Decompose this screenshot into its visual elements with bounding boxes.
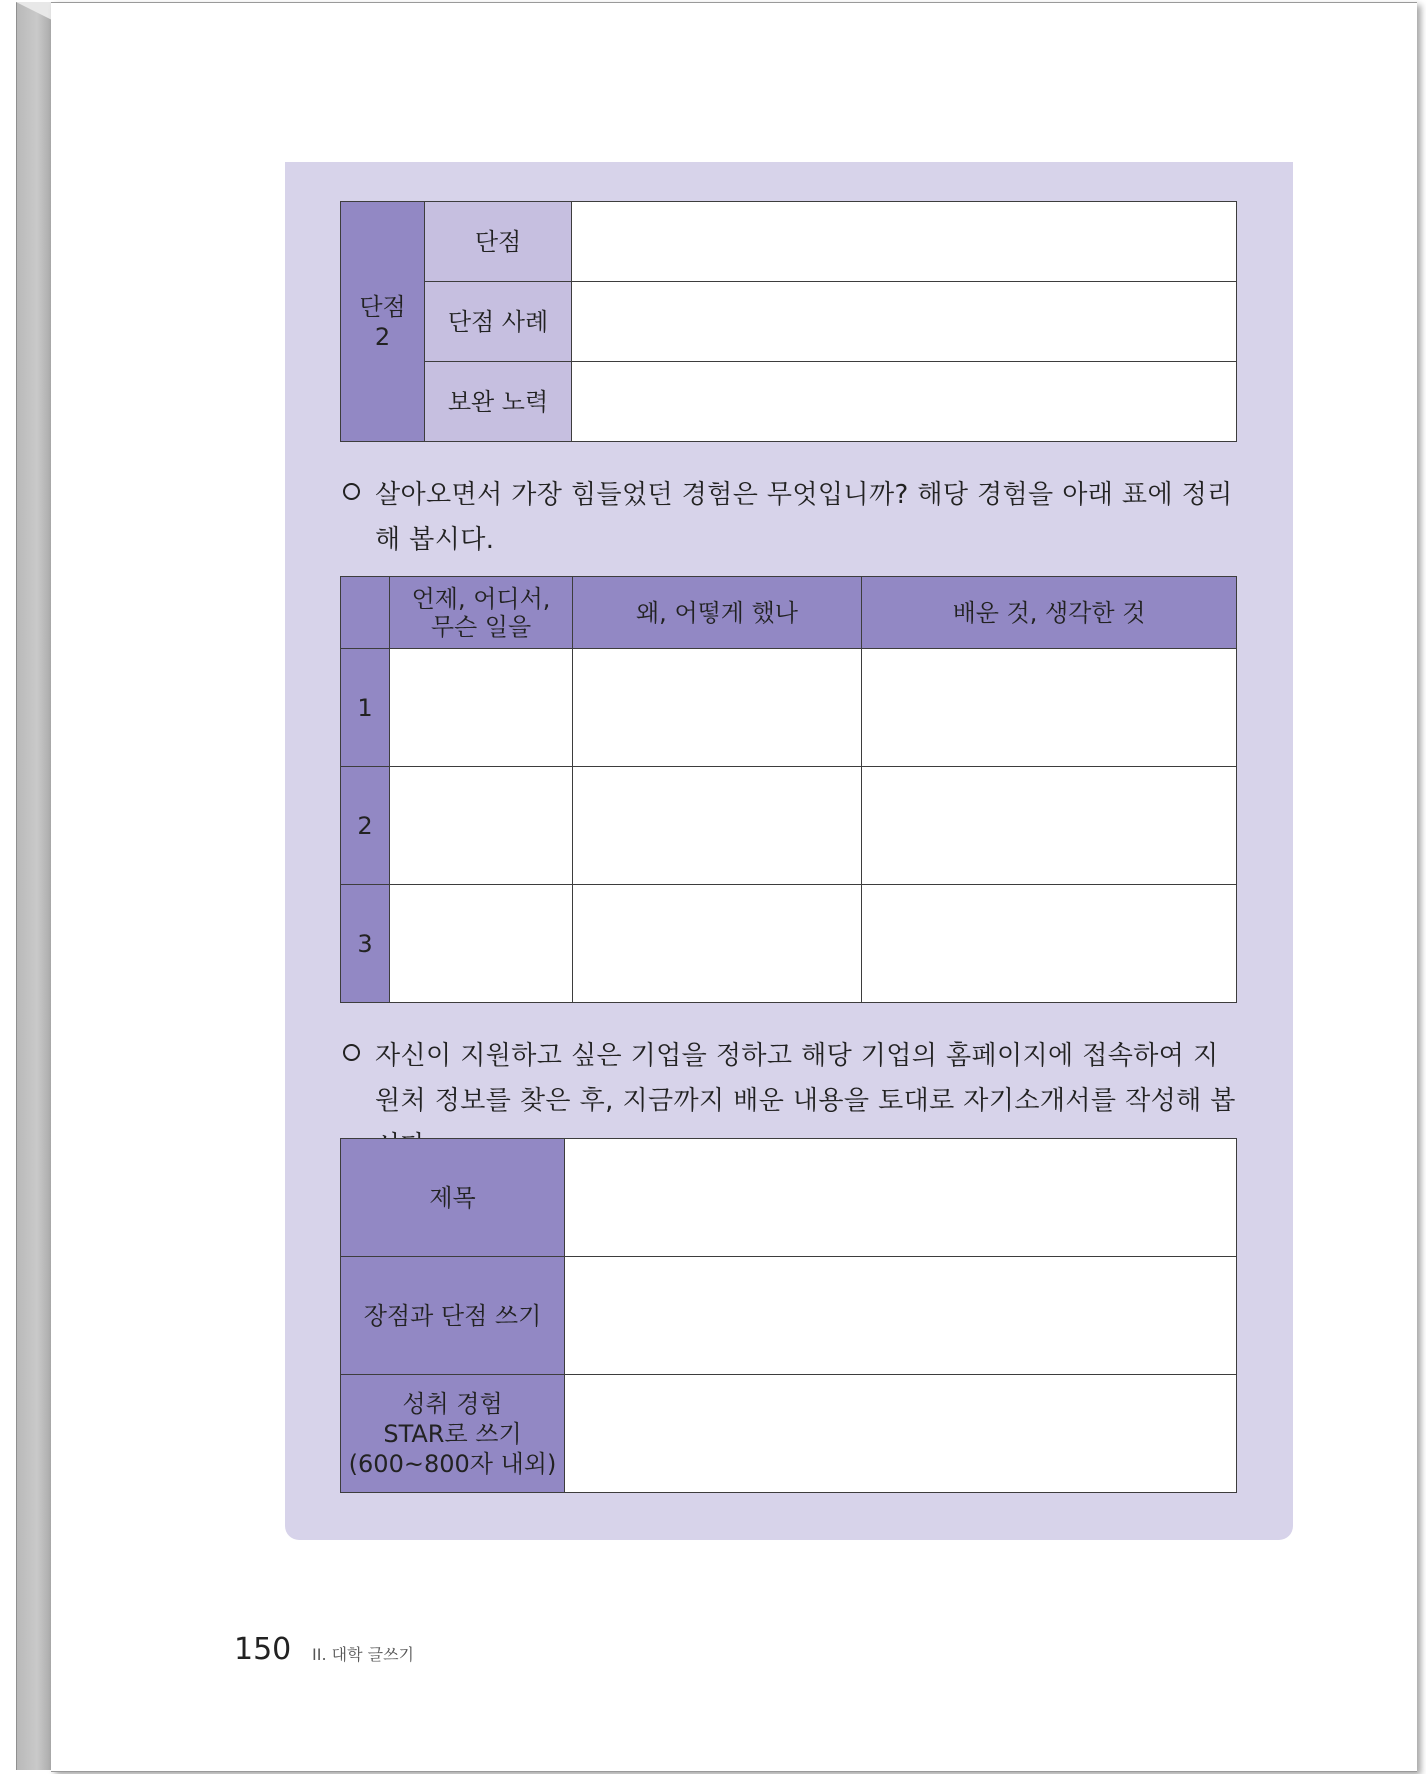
row-number: 1 — [341, 649, 390, 767]
circle-bullet-icon — [343, 1044, 360, 1061]
running-head: II. 대학 글쓰기 — [312, 1645, 414, 1664]
table-row — [341, 202, 1237, 282]
answer-cell[interactable] — [390, 649, 573, 767]
exercise-panel — [285, 162, 1293, 1540]
why-how-header: 왜, 어떻게 했나 — [573, 577, 862, 649]
achievement-label-line1: 성취 경험 — [402, 1389, 503, 1418]
experience-table — [340, 576, 1237, 1003]
table-row — [341, 282, 1237, 362]
table-row — [341, 885, 1237, 1003]
title-label: 제목 — [341, 1139, 565, 1257]
question-2-text: 자신이 지원하고 싶은 기업을 정하고 해당 기업의 홈페이지에 접속하여 지원처 정보를 찾은 후, 지금까지 배운 내용을 토대로 자기소개서를 작성해 봅 — [375, 1041, 1236, 1116]
answer-cell[interactable] — [390, 885, 573, 1003]
when-where-what-header-line1: 언제, 어디서, — [411, 584, 551, 613]
weakness-table — [340, 201, 1237, 442]
weakness-group-label-line1: 단점 — [359, 292, 406, 321]
achievement-answer-cell[interactable] — [565, 1375, 1237, 1493]
achievement-label — [341, 1375, 565, 1493]
answer-cell[interactable] — [390, 767, 573, 885]
achievement-label-line2: STAR로 쓰기 — [383, 1419, 522, 1448]
row-label: 단점 — [425, 202, 572, 282]
title-answer-cell[interactable] — [565, 1139, 1237, 1257]
book-spine — [16, 2, 53, 1770]
answer-cell[interactable] — [573, 649, 862, 767]
weakness-answer-cell[interactable] — [572, 202, 1237, 282]
table-row — [341, 362, 1237, 442]
answer-cell[interactable] — [573, 767, 862, 885]
learned-header: 배운 것, 생각한 것 — [862, 577, 1237, 649]
row-number: 3 — [341, 885, 390, 1003]
weakness-example-answer-cell[interactable] — [572, 282, 1237, 362]
page-number: 150 — [234, 1632, 292, 1667]
table-row — [341, 1375, 1237, 1493]
when-where-what-header-line2: 무슨 일을 — [430, 612, 532, 641]
improvement-effort-answer-cell[interactable] — [572, 362, 1237, 442]
table-header-row — [341, 577, 1237, 649]
self-introduction-table — [340, 1138, 1237, 1493]
book-spine-top — [16, 2, 52, 20]
table-row — [341, 1257, 1237, 1375]
number-column-header — [341, 577, 390, 649]
book-page — [51, 2, 1417, 1772]
answer-cell[interactable] — [862, 767, 1237, 885]
table-row — [341, 1139, 1237, 1257]
question-1 — [340, 473, 1240, 563]
strengths-weaknesses-answer-cell[interactable] — [565, 1257, 1237, 1375]
row-label: 보완 노력 — [425, 362, 572, 442]
table-row — [341, 767, 1237, 885]
achievement-label-line3: (600~800자 내외) — [348, 1449, 557, 1478]
when-where-what-header — [390, 577, 573, 649]
strengths-weaknesses-label: 장점과 단점 쓰기 — [341, 1257, 565, 1375]
answer-cell[interactable] — [862, 649, 1237, 767]
weakness-group-label — [341, 202, 425, 442]
answer-cell[interactable] — [862, 885, 1237, 1003]
row-label: 단점 사례 — [425, 282, 572, 362]
row-number: 2 — [341, 767, 390, 885]
circle-bullet-icon — [343, 483, 360, 500]
answer-cell[interactable] — [573, 885, 862, 1003]
question-1-text: 살아오면서 가장 힘들었던 경험은 무엇입니까? 해당 경험을 아래 표에 정리해 봅시다. — [375, 480, 1233, 555]
weakness-group-label-line2: 2 — [374, 322, 391, 351]
table-row — [341, 649, 1237, 767]
